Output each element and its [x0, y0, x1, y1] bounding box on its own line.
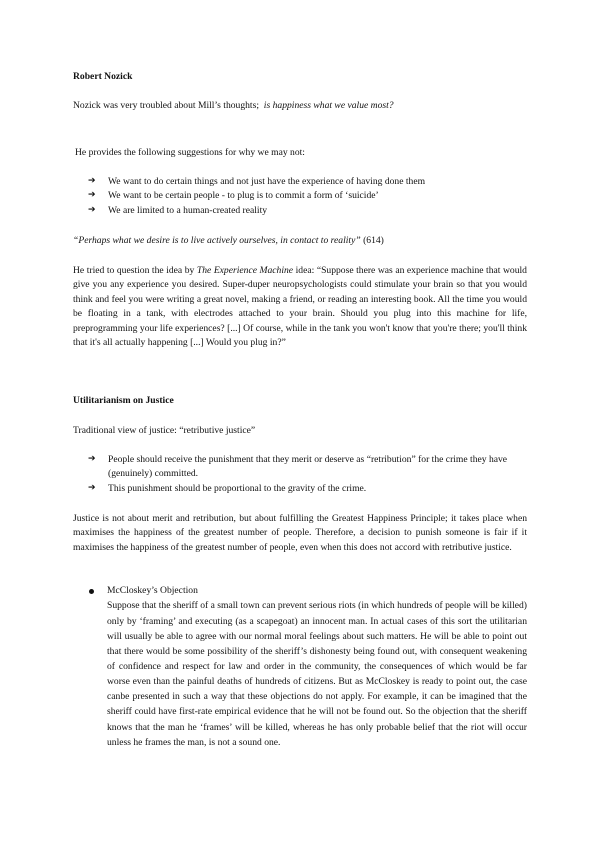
- objection-title: McCloskey’s Objection: [107, 585, 198, 596]
- section-heading-nozick: Robert Nozick: [73, 71, 133, 82]
- experience-machine-title: The Experience Machine: [196, 265, 294, 276]
- traditional-view: Traditional view of justice: “retributive justice”: [73, 425, 256, 436]
- nozick-intro: [73, 99, 527, 113]
- list-item: ➔ We want to do certain things and not just have the experience of having done them: [88, 176, 426, 187]
- objection-body: Suppose that the sheriff of a small town can prevent serious riots (in which hundreds of people will be killed) only by ‘framing’ and executing (as a scapegoat) an innocent man. In actual cases of this sort the utilitarian will usually be able to agree with our normal moral feelings about such matters. He will be able to point out that there would be some possibility of the sheriff’s dishonesty being found out, with consequent weakening of confidence and respect for law and order in the community, the consequences of which would be far worse even than the painful deaths of hundreds of citizens. But as McCloskey is ready to point out, the case canbe presented in such a way that these objections do not apply. For example, it can be imagined that the sheriff could have first-rate empirical evidence that he will not be found out. So the objection that the sheriff knows that the man he ‘frames’ will be killed, whereas he has only probable belief that the riot will occur unless he frames the man, is not a sound one.: [107, 600, 527, 748]
- list-item: ➔ This punishment should be proportional to the gravity of the crime.: [88, 482, 367, 494]
- suggestions-intro: He provides the following suggestions for why we may not:: [75, 147, 305, 158]
- bullet-icon: [89, 589, 94, 594]
- arrow-right-icon: ➔: [88, 176, 96, 186]
- arrow-right-icon: ➔: [88, 204, 96, 215]
- retributive-points: [88, 453, 524, 496]
- intro-question: is happiness what we value most?: [263, 100, 394, 111]
- justice-paragraph: Justice is not about merit and retribution, but about fulfilling the Greatest Happiness Principle; it takes place when maximises the happiness of the greatest number of people. Therefore, a decision to punish someone is fair if it maximises the happiness of the greatest number of people, even when this does not accord with retributive justice.: [73, 513, 527, 553]
- quote-citation: (614): [363, 235, 384, 246]
- objection-list: [89, 584, 527, 750]
- arrow-right-icon: ➔: [88, 454, 96, 464]
- list-item: ➔ We are limited to a human-created reality: [88, 204, 268, 216]
- list-item: ➔ We want to be certain people - to plug is to commit a form of ‘suicide’: [88, 190, 379, 202]
- experience-machine-paragraph: He tried to question the idea by The Experience Machine idea: “Suppose there was an experience machine that would give you any experience you desired. Super-duper neuropsychologists could stimulate your brain so that you would think and feel you were writing a great novel, making a friend, or reading an interesting book. All the time you would be floating in a tank, with electrodes attached to your brain. Should you plug into this machine for life, preprogramming your life experiences? [...] Of course, while in the tank you won't know that you're there; you'll think that it's all actually happening [...] Would you plug in?”: [73, 265, 527, 348]
- section-heading-justice: Utilitarianism on Justice: [73, 395, 174, 406]
- arrow-right-icon: ➔: [88, 482, 96, 493]
- list-item: [89, 584, 527, 750]
- intro-text: Nozick was very troubled about Mill’s thoughts;: [73, 100, 259, 111]
- suggestions-list: [88, 175, 524, 218]
- quote-text: “Perhaps what we desire is to live actively ourselves, in contact to reality”: [73, 235, 361, 246]
- reality-quote: [73, 234, 527, 248]
- list-item: ➔ People should receive the punishment that they merit or deserve as “retribution” for the crime they have (genuinely) committed.: [88, 454, 508, 480]
- arrow-right-icon: ➔: [88, 190, 96, 201]
